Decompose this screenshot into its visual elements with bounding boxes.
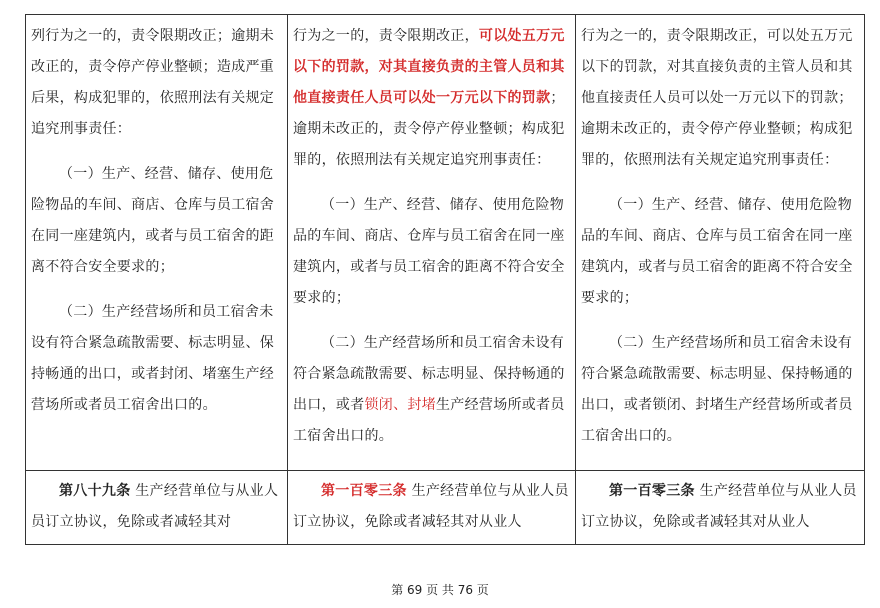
new-law-item-1: （一）生产、经营、储存、使用危险物品的车间、商店、仓库与员工宿舍在同一座建筑内，或者与员工宿舍的距离不符合安全要求的； [581, 197, 853, 306]
revised-law-item-2 [293, 328, 571, 452]
table-row [26, 15, 865, 471]
revised-highlight: 可以处五万元以下的罚款，对其直接负责的主管人员和其他直接责任人员可以处一万元以下的罚款 [293, 28, 565, 106]
old-law-cell [26, 15, 288, 471]
revised-article-paragraph [293, 476, 571, 538]
article-text: 生产经营单位与从业人员订立协议，免除或者减轻其对 [31, 483, 279, 530]
article-number: 第一百零三条 [321, 483, 407, 499]
new-law-paragraph-1: 行为之一的，责令限期改正，可以处五万元以下的罚款，对其直接负责的主管人员和其他直接责任人员可以处一万元以下的罚款；逾期未改正的，责令停产停业整顿；构成犯罪的，依照刑法有关规定追究刑事责任： [581, 28, 853, 168]
revised-law-paragraph-1 [293, 21, 571, 176]
revised-law-cell [288, 15, 576, 471]
article-number: 第八十九条 [59, 483, 131, 499]
revised-law-item-1: （一）生产、经营、储存、使用危险物品的车间、商店、仓库与员工宿舍在同一座建筑内，或者与员工宿舍的距离不符合安全要求的； [293, 197, 565, 306]
new-law-item-2: （二）生产经营场所和员工宿舍未设有符合紧急疏散需要、标志明显、保持畅通的出口，或者锁闭、封堵生产经营场所或者员工宿舍出口的。 [581, 335, 853, 444]
page-number-footer: 第 69 页 共 76 页 [391, 583, 489, 597]
revised-text-segment: 行为之一的，责令限期改正， [293, 28, 479, 44]
article-number: 第一百零三条 [609, 483, 695, 499]
revised-highlight: 锁闭、封堵 [364, 397, 436, 413]
table-row [26, 471, 865, 545]
new-article-paragraph [581, 476, 860, 538]
new-law-cell [576, 15, 865, 471]
new-article-cell [576, 471, 865, 545]
article-text: 生产经营单位与从业人员订立协议，免除或者减轻其对从业人 [293, 483, 569, 530]
old-article-paragraph [31, 476, 283, 538]
revised-text-segment: （二）生产经营场所和员工宿舍未设有符合紧急疏散需要、标志明显、保持畅通的出口，或者 [293, 335, 565, 413]
revised-text-segment: 生产经营场所或者员工宿舍出口的。 [293, 397, 565, 444]
comparison-table [25, 14, 865, 545]
revised-article-cell [288, 471, 576, 545]
article-text: 生产经营单位与从业人员订立协议，免除或者减轻其对从业人 [581, 483, 857, 530]
old-article-cell [26, 471, 288, 545]
old-law-paragraph-1: 列行为之一的，责令限期改正；逾期未改正的，责令停产停业整顿；造成严重后果，构成犯罪的，依照刑法有关规定追究刑事责任： [31, 28, 275, 137]
old-law-item-1: （一）生产、经营、储存、使用危险物品的车间、商店、仓库与员工宿舍在同一座建筑内，或者与员工宿舍的距离不符合安全要求的； [31, 166, 275, 275]
old-law-item-2: （二）生产经营场所和员工宿舍未设有符合紧急疏散需要、标志明显、保持畅通的出口，或者封闭、堵塞生产经营场所或者员工宿舍出口的。 [31, 304, 275, 413]
revised-text-segment: ；逾期未改正的，责令停产停业整顿；构成犯罪的，依照刑法有关规定追究刑事责任： [293, 90, 565, 168]
